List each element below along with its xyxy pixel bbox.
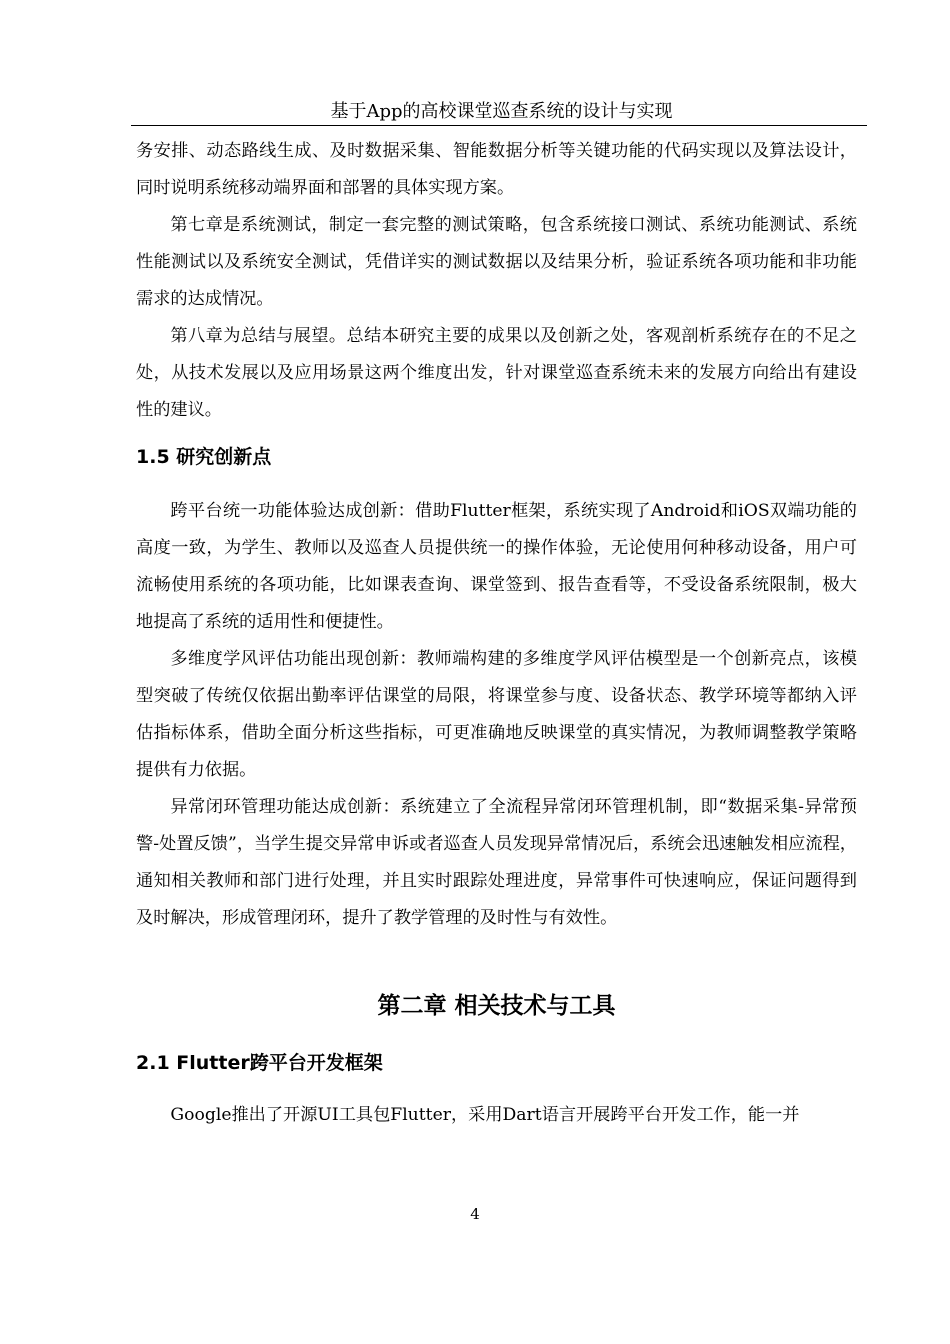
innovation-paragraph-cross-platform: 跨平台统一功能体验达成创新：借助Flutter框架，系统实现了Android和iOS双端功能的高度一致，为学生、教师以及巡查人员提供统一的操作体验，无论使用何种移动设备，用户可流畅使用系统的各项功能，比如课表查询、课堂签到、报告查看等，不受设备系统限制，极大地提高了系统的适用性和便捷性。 (136, 501, 857, 632)
chapter-title: 第二章 相关技术与工具 (377, 993, 616, 1019)
running-header: 基于App的高校课堂巡查系统的设计与实现 (330, 101, 673, 122)
innovation-paragraph-evaluation: 多维度学风评估功能出现创新：教师端构建的多维度学风评估模型是一个创新亮点，该模型突破了传统仅依据出勤率评估课堂的局限，将课堂参与度、设备状态、教学环境等都纳入评估指标体系，借助全面分析这些指标，可更准确地反映课堂的真实情况，为教师调整教学策略提供有力依据。 (136, 649, 857, 780)
paragraph-continued: 务安排、动态路线生成、及时数据采集、智能数据分析等关键功能的代码实现以及算法设计，同时说明系统移动端界面和部署的具体实现方案。 (136, 141, 857, 198)
paragraph-chapter-8: 第八章为总结与展望。总结本研究主要的成果以及创新之处，客观剖析系统存在的不足之处，从技术发展以及应用场景这两个维度出发，针对课堂巡查系统未来的发展方向给出有建设性的建议。 (136, 326, 857, 420)
header-rule (131, 125, 867, 126)
section-heading-2-1: 2.1 Flutter跨平台开发框架 (136, 1052, 383, 1074)
page-body (136, 133, 857, 1134)
page-number: 4 (470, 1205, 480, 1223)
innovation-paragraph-closed-loop: 异常闭环管理功能达成创新：系统建立了全流程异常闭环管理机制，即“数据采集-异常预警-处置反馈”，当学生提交异常申诉或者巡查人员发现异常情况后，系统会迅速触发相应流程，通知相关教师和部门进行处理，并且实时跟踪处理进度，异常事件可快速响应，保证问题得到及时解决，形成管理闭环，提升了教学管理的及时性与有效性。 (136, 797, 857, 928)
section-heading-1-5: 1.5 研究创新点 (136, 446, 272, 468)
paragraph-flutter-intro: Google推出了开源UI工具包Flutter，采用Dart语言开展跨平台开发工作，能一并 (170, 1105, 800, 1125)
paragraph-chapter-7: 第七章是系统测试，制定一套完整的测试策略，包含系统接口测试、系统功能测试、系统性能测试以及系统安全测试，凭借详实的测试数据以及结果分析，验证系统各项功能和非功能需求的达成情况。 (136, 215, 857, 309)
